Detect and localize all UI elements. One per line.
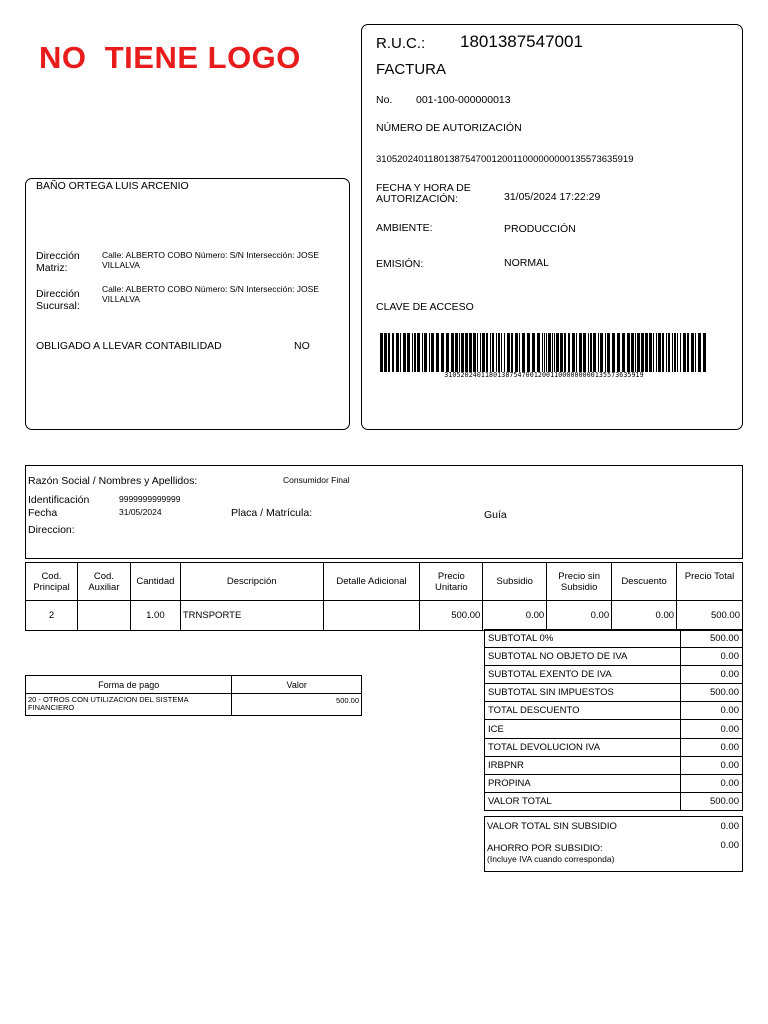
issue-date-value: 31/05/2024 (119, 507, 162, 517)
barcode-bar (698, 333, 701, 372)
main-address-label (36, 250, 80, 274)
barcode-bar (522, 333, 525, 372)
barcode-bar (703, 333, 706, 372)
total-value: 0.00 (681, 738, 743, 756)
barcode-bar (501, 333, 502, 372)
barcode-bar (579, 333, 582, 372)
savings-note: (Incluye IVA cuando corresponda) (487, 854, 615, 864)
total-value: 0.00 (681, 720, 743, 738)
auth-date-label-line2: AUTORIZACIÓN: (376, 193, 459, 205)
accounting-value: NO (294, 340, 310, 352)
main-address-label-line2: Matriz: (36, 262, 68, 274)
barcode-bar (441, 333, 444, 372)
total-label: SUBTOTAL SIN IMPUESTOS (485, 684, 681, 702)
barcode-bar (672, 333, 673, 372)
invoice-number-label: No. (376, 94, 393, 106)
savings-label: AHORRO POR SUBSIDIO: (487, 843, 603, 854)
barcode-bar (552, 333, 553, 372)
barcode-bar (556, 333, 559, 372)
payment-table (25, 675, 362, 716)
total-label: SUBTOTAL 0% (485, 630, 681, 648)
barcode-bar (560, 333, 563, 372)
branch-address-label-line2: Sucursal: (36, 300, 80, 312)
barcode-bar (537, 333, 540, 372)
totals-row (485, 666, 743, 684)
barcode-bar (687, 333, 689, 372)
barcode-bar (412, 333, 413, 372)
barcode-bar (431, 333, 434, 372)
authorization-number: 3105202401180138754700120011000000000135573635919 (376, 154, 634, 165)
barcode-bar (496, 333, 497, 372)
ruc-label: R.U.C.: (376, 35, 426, 52)
payment-method: 20 - OTROS CON UTILIZACION DEL SISTEMA FINANCIERO (26, 694, 232, 716)
barcode-bar (695, 333, 696, 372)
total-value: 0.00 (681, 756, 743, 774)
barcode-bar (554, 333, 555, 372)
issuer-name: BAÑO ORTEGA LUIS ARCENIO (36, 180, 189, 192)
barcode-bar (677, 333, 678, 372)
cell-quantity: 1.00 (130, 601, 180, 631)
no-subsidy-total-value: 0.00 (720, 821, 739, 832)
no-subsidy-total-label: VALOR TOTAL SIN SUBSIDIO (487, 821, 617, 832)
cell-subsidy: 0.00 (483, 601, 547, 631)
barcode-bar (465, 333, 468, 372)
barcode-bar (504, 333, 505, 372)
barcode-bar (422, 333, 423, 372)
total-value: 0.00 (681, 666, 743, 684)
barcode-bar (403, 333, 406, 372)
totals-row (485, 720, 743, 738)
col-header: Cod. Auxiliar (77, 563, 130, 601)
barcode-bar (459, 333, 460, 372)
barcode-bar (641, 333, 644, 372)
emission-value: NORMAL (504, 257, 549, 269)
guide-label: Guía (484, 509, 507, 521)
barcode-bar (683, 333, 686, 372)
totals-row (485, 756, 743, 774)
barcode-bar (612, 333, 615, 372)
barcode-bar (691, 333, 694, 372)
barcode-bar (490, 333, 491, 372)
totals-row (485, 738, 743, 756)
customer-box (25, 465, 743, 559)
barcode-bar (527, 333, 530, 372)
barcode-bar (396, 333, 399, 372)
barcode-bar (590, 333, 592, 372)
total-value: 0.00 (681, 648, 743, 666)
col-header: Precio Unitario (420, 563, 483, 601)
main-address-value: Calle: ALBERTO COBO Número: S/N Intersección: JOSE VILLALVA (102, 250, 319, 270)
logo-placeholder: NO TIENE LOGO (39, 40, 301, 75)
barcode-bar (436, 333, 439, 372)
barcode-bar (519, 333, 520, 372)
col-header: Detalle Adicional (323, 563, 420, 601)
col-header: Descripción (180, 563, 323, 601)
issuer-box (25, 178, 350, 430)
barcode-bar (498, 333, 500, 372)
customer-id-value: 9999999999999 (119, 494, 181, 504)
barcode-bar (384, 333, 387, 372)
totals-row (485, 774, 743, 792)
barcode-bar (400, 333, 401, 372)
total-label: TOTAL DEVOLUCION IVA (485, 738, 681, 756)
total-label: ICE (485, 720, 681, 738)
barcode-bar (446, 333, 449, 372)
total-value: 500.00 (681, 630, 743, 648)
col-header: Precio Total (677, 563, 743, 601)
barcode-bar (507, 333, 510, 372)
barcode-bar (653, 333, 654, 372)
barcode-bar (627, 333, 630, 372)
customer-name-value: Consumidor Final (283, 475, 350, 485)
emission-label: EMISIÓN: (376, 258, 424, 270)
totals-table (484, 629, 743, 811)
barcode-bar (548, 333, 551, 372)
plate-label: Placa / Matrícula: (231, 507, 313, 519)
document-type: FACTURA (376, 61, 447, 78)
barcode-bar (598, 333, 599, 372)
total-value: 0.00 (681, 702, 743, 720)
barcode-bar (482, 333, 485, 372)
totals-row (485, 684, 743, 702)
barcode-bar (388, 333, 390, 372)
barcode-bar (656, 333, 657, 372)
auth-date-value: 31/05/2024 17:22:29 (504, 191, 601, 203)
barcode-bar (662, 333, 664, 372)
cell-aux-code (77, 601, 130, 631)
barcode-bar (414, 333, 416, 372)
environment-value: PRODUCCIÓN (504, 223, 576, 235)
total-label: VALOR TOTAL (485, 792, 681, 810)
address-label: Direccion: (28, 524, 75, 536)
total-value: 0.00 (681, 774, 743, 792)
col-header: Cantidad (130, 563, 180, 601)
items-header-row (26, 563, 743, 601)
barcode (380, 333, 708, 372)
barcode-bar (515, 333, 518, 372)
barcode-bar (568, 333, 570, 372)
cell-price-no-subsidy: 0.00 (547, 601, 612, 631)
cell-description: TRNSPORTE (180, 601, 323, 631)
barcode-bar (486, 333, 488, 372)
ruc-value: 1801387547001 (460, 32, 583, 51)
barcode-bar (658, 333, 661, 372)
barcode-bar (469, 333, 472, 372)
barcode-bar (544, 333, 545, 372)
barcode-bar (583, 333, 586, 372)
col-header: Cod. Principal (26, 563, 78, 601)
accounting-label: OBLIGADO A LLEVAR CONTABILIDAD (36, 340, 222, 352)
barcode-bar (635, 333, 636, 372)
barcode-bar (649, 333, 652, 372)
authorization-label: NÚMERO DE AUTORIZACIÓN (376, 122, 522, 134)
auth-date-label-line1: FECHA Y HORA DE (376, 182, 471, 194)
barcode-bar (473, 333, 476, 372)
barcode-bar (637, 333, 640, 372)
environment-label: AMBIENTE: (376, 222, 433, 234)
barcode-bar (564, 333, 566, 372)
barcode-bar (477, 333, 478, 372)
total-value: 500.00 (681, 684, 743, 702)
barcode-bar (666, 333, 667, 372)
totals-row (485, 792, 743, 810)
total-label: IRBPNR (485, 756, 681, 774)
barcode-bar (576, 333, 577, 372)
barcode-bar (631, 333, 634, 372)
issue-date-label: Fecha (28, 507, 58, 519)
col-header: Descuento (612, 563, 677, 601)
savings-value: 0.00 (720, 840, 739, 851)
barcode-bar (451, 333, 454, 372)
customer-id-label: Identificación (28, 494, 90, 506)
barcode-bar (461, 333, 464, 372)
barcode-bar (407, 333, 410, 372)
branch-address-label (36, 288, 80, 312)
total-label: SUBTOTAL EXENTO DE IVA (485, 666, 681, 684)
totals-row (485, 648, 743, 666)
total-label: SUBTOTAL NO OBJETO DE IVA (485, 648, 681, 666)
total-label: TOTAL DESCUENTO (485, 702, 681, 720)
barcode-bar (511, 333, 513, 372)
barcode-bar (392, 333, 394, 372)
barcode-bar (417, 333, 420, 372)
barcode-bar (622, 333, 625, 372)
barcode-text: 3105202401180138754700120011000000000135573635919 (444, 371, 644, 379)
subsidy-box (484, 816, 743, 872)
access-key-label: CLAVE DE ACCESO (376, 301, 474, 313)
barcode-bar (480, 333, 481, 372)
barcode-bar (532, 333, 535, 372)
barcode-bar (455, 333, 458, 372)
col-header: Precio sin Subsidio (547, 563, 612, 601)
main-address-label-line1: Dirección (36, 250, 80, 262)
col-header: Subsidio (483, 563, 547, 601)
totals-row (485, 630, 743, 648)
barcode-bar (572, 333, 575, 372)
barcode-bar (605, 333, 606, 372)
barcode-bar (607, 333, 610, 372)
invoice-number: 001-100-000000013 (416, 94, 511, 106)
barcode-bar (680, 333, 681, 372)
barcode-bar (617, 333, 620, 372)
cell-unit-price: 500.00 (420, 601, 483, 631)
barcode-bar (492, 333, 494, 372)
barcode-bar (542, 333, 543, 372)
barcode-bar (674, 333, 676, 372)
total-value: 500.00 (681, 792, 743, 810)
invoice-header-box (361, 24, 743, 430)
barcode-bar (600, 333, 603, 372)
auth-date-label (376, 183, 471, 205)
barcode-bar (593, 333, 596, 372)
branch-address-label-line1: Dirección (36, 288, 80, 300)
payment-method-header: Forma de pago (26, 676, 232, 694)
cell-code: 2 (26, 601, 78, 631)
table-row (26, 694, 362, 716)
barcode-bar (429, 333, 430, 372)
branch-address-value: Calle: ALBERTO COBO Número: S/N Intersección: JOSE VILLALVA (102, 284, 319, 304)
cell-discount: 0.00 (612, 601, 677, 631)
items-table (25, 562, 743, 631)
barcode-bar (546, 333, 547, 372)
barcode-bar (668, 333, 670, 372)
payment-value: 500.00 (232, 694, 362, 716)
barcode-bar (588, 333, 589, 372)
table-row (26, 601, 743, 631)
totals-row (485, 702, 743, 720)
payment-header-row (26, 676, 362, 694)
barcode-bar (424, 333, 427, 372)
payment-value-header: Valor (232, 676, 362, 694)
barcode-bar (645, 333, 648, 372)
customer-name-label: Razón Social / Nombres y Apellidos: (28, 475, 198, 487)
total-label: PROPINA (485, 774, 681, 792)
barcode-bar (380, 333, 383, 372)
cell-total: 500.00 (677, 601, 743, 631)
cell-detail (323, 601, 420, 631)
